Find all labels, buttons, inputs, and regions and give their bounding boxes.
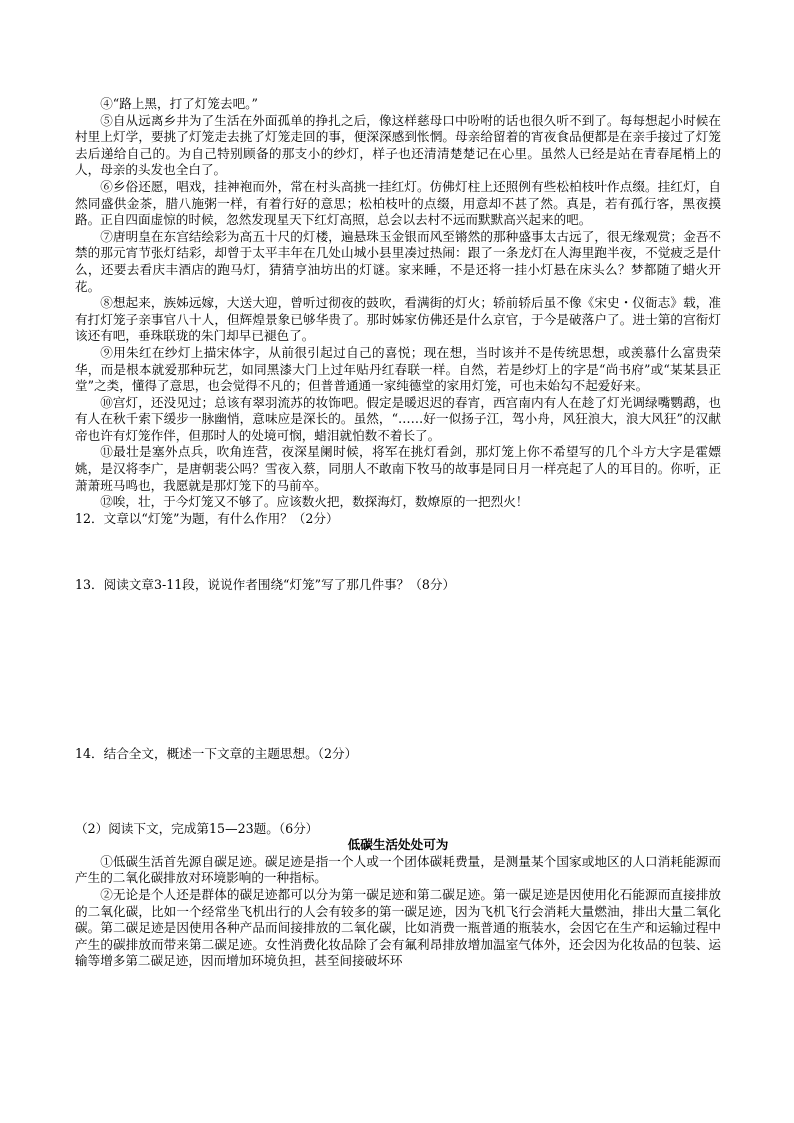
answer-space-14 bbox=[75, 763, 721, 821]
article-paragraph-7: ⑦唐明皇在东宫结绘彩为高五十尺的灯楼，遍悬珠玉金银而风至锵然的那种盛事太古远了，很无缘观赏；金吾不禁的那元宵节张灯结彩，却曾于太平丰年在几处山城小县里凑过热闹：跟了一条龙灯在人海里跑半夜，不觉疲乏是什么，还要去看庆丰酒店的跑马灯，猜猜亨油坊出的灯谜。家来睡，不是还将一挂小灯悬在床头么？梦都随了蜡火开花。 bbox=[75, 228, 721, 294]
answer-space-12 bbox=[75, 527, 721, 577]
article-paragraph-12: ⑫唉，壮，于今灯笼又不够了。应该数火把，数探海灯，数燎原的一把烈火！ bbox=[100, 494, 529, 510]
document-page bbox=[75, 96, 721, 970]
article-paragraph-6: ⑥乡俗还愿，唱戏，挂神袍而外，常在村头高挑一挂红灯。仿佛灯柱上还照例有些松柏枝叶作点缀。挂红灯，自然同盛供金茶，腊八施粥一样，有着行好的意思；松柏枝叶的点缀，用意却不甚了然。真是，若有孤行客，黑夜摸路。正自四面虚惊的时候，忽然发现星天下红灯高照，总会以去村不远而默默高兴起来的吧。 bbox=[75, 178, 721, 228]
answer-space-13 bbox=[75, 594, 721, 746]
section-2-title: 低碳生活处处可为 bbox=[347, 837, 449, 853]
section-2-paragraph-1: ①低碳生活首先源自碳足迹。碳足迹是指一个人或一个团体碳耗费量，是测量某个国家或地区的人口消耗能源而产生的二氧化碳排放对环境影响的一种指标。 bbox=[75, 853, 721, 886]
section-2-intro: （2）阅读下文，完成第15—23题。（6分） bbox=[75, 820, 319, 836]
article-paragraph-9: ⑨用朱红在纱灯上描宋体字，从前很引起过自己的喜悦；现在想，当时该并不是传统思想，或羡慕什么富贵荣华，而是根本就爱那种玩艺，如同黑漆大门上过年贴丹红春联一样。自然，若是纱灯上的字是“尚书府”或“某某县正堂”之类，懂得了意思，也会觉得不凡的；但普普通通一家纯德堂的家用灯笼，可也未始勾不起爱好来。 bbox=[75, 344, 721, 394]
question-14: 14．结合全文，概述一下文章的主题思想。（2分） bbox=[75, 746, 358, 762]
article-paragraph-11: ⑪最壮是塞外点兵，吹角连营，夜深星阑时候，将军在挑灯看剑，那灯笼上你不希望写的几个斗方大字是霍嫖姚，是汉将李广，是唐朝裴公吗？雪夜入蔡，同朋人不敢南下牧马的故事是同日月一样亮起了人的耳目的。你听，正萧萧班马鸣也，我愿就是那灯笼下的马前卒。 bbox=[75, 444, 721, 493]
article-paragraph-4: ④“路上黑，打了灯笼去吧。” bbox=[100, 96, 258, 111]
article-paragraph-8: ⑧想起来，族姊远嫁，大送大迎，曾听过彻夜的鼓吹，看满街的灯火；轿前轿后虽不像《宋史・仪衙志》载，准有打灯笼子亲事官八十人，但辉煌景象已够华贵了。那时姊家仿佛还是什么京官，于今是破落户了。进士第的宫衔灯该还有吧，垂珠联珑的朱门却早已褪色了。 bbox=[75, 295, 721, 344]
question-13: 13．阅读文章3-11段，说说作者围绕“灯笼”写了那几件事？（8分） bbox=[75, 577, 456, 593]
question-12: 12．文章以“灯笼”为题，有什么作用？（2分） bbox=[75, 510, 339, 526]
section-2-paragraph-2: ②无论是个人还是群体的碳足迹都可以分为第一碳足迹和第二碳足迹。第一碳足迹是因使用化石能源而直接排放的二氧化碳，比如一个经常坐飞机出行的人会有较多的第一碳足迹，因为飞机飞行会消耗大量燃油，排出大量二氧化碳。第二碳足迹是因使用各种产品而间接排放的二氧化碳，比如消费一瓶普通的瓶装水，会因它在生产和运输过程中产生的碳排放而带来第二碳足迹。女性消费化妆品除了会有氟利昂排放增加温室气体外，还会因为化妆品的包装、运输等增多第二碳足迹，因而增加环境负担，甚至间接破坏环 bbox=[75, 887, 721, 969]
article-paragraph-5: ⑤自从远离乡井为了生活在外面孤单的挣扎之后，像这样慈母口中吩咐的话也很久听不到了。每每想起小时候在村里上灯学，要挑了灯笼走去挑了灯笼走回的事，便深深感到怅惘。母亲给留着的宵夜食品便都是在亲手接过了灯笼去后递给自己的。为自己特别顾备的那支小的纱灯，样子也还清清楚楚记在心里。虽然人已经是站在青春尾梢上的人，母亲的头发也全白了。 bbox=[75, 112, 721, 178]
article-paragraph-10: ⑩宫灯，还没见过；总该有翠羽流苏的妆饰吧。假定是暖迟迟的春宵，西宫南内有人在趁了灯光调绿嘴鹦鹉，也有人在秋千索下缓步一脉幽悄，意味应是深长的。虽然，“……好一似扬子江，驾小舟，风狂浪大，浪大风狂”的汉献帝也许有灯笼作伴，但那时人的处境可悯，蜡泪就怕数不着长了。 bbox=[75, 394, 721, 443]
